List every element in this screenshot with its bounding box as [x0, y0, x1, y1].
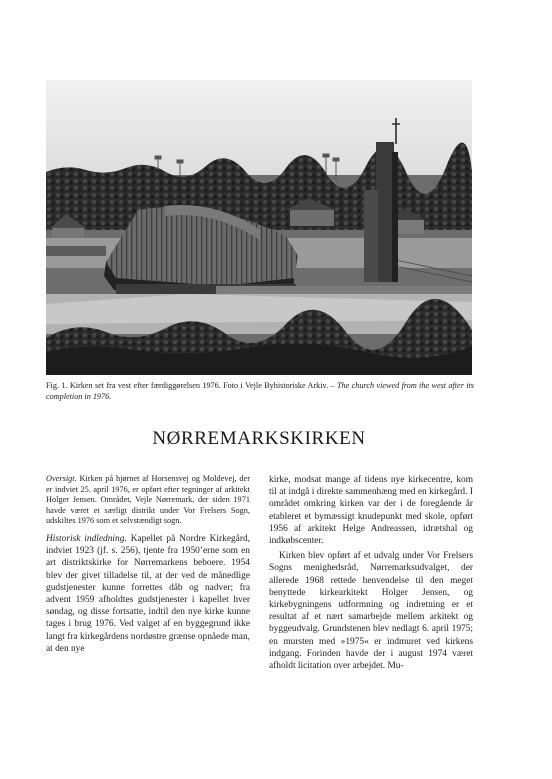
figure-caption-danish: Fig. 1. Kirken set fra vest efter færdiggørelsen 1976. Foto i Vejle Byhistoriske Arkiv. – [46, 381, 335, 390]
right-paragraph-1: kirke, modsat mange af tidens nye kirkecentre, kom til at indgå i direkte sammenhæng med en kirkegård. I området omkring kirken var der i de foregående år etableret et bymæssigt knudepunkt med skole, opført 1956 af arkitekt Helge Andreassen, idrætshal og indkøbscenter. [269, 475, 473, 547]
history-lead: Historisk indledning. [46, 533, 127, 544]
left-column [46, 474, 250, 658]
church-photo [46, 80, 472, 375]
figure-caption-english: The church viewed from the west after its completion in 1976. [46, 381, 474, 401]
church-photo-illustration [46, 80, 472, 375]
page-title: NØRREMARKSKIRKEN [152, 428, 366, 449]
right-column [269, 474, 473, 675]
overview-paragraph [46, 474, 250, 527]
history-paragraph [46, 533, 250, 655]
overview-lead: Oversigt. [46, 474, 77, 483]
history-text: Kapellet på Nordre Kirkegård, indviet 1923 (jf. s. 256), tjente fra 1950’erne som en art distriktskirke for Nørremarkens beboere. 1954 blev der givet tilladelse til, at der ved de månedlige gudstjenester kunne forrettes dåb og nadver; fra advent 1959 afholdtes gudstjenester i kapellet hver søndag, og disse fortsatte, indtil den nye kirke kunne tages i brug 1976. Ved valget af en byggegrund ikke langt fra kirkegårdens nordøstre grænse opnåede man, at den nye [46, 533, 250, 654]
sky [46, 80, 472, 175]
overview-text: Kirken på hjørnet af Horsensvej og Moldevej, der er indviet 25. april 1976, er opført efter tegninger af arkitekt Holger Jensen. Området, Vejle Nørremark, der siden 1971 havde været et særligt distrikt under Vor Frelsers Sogn, udskiltes 1976 som et selvstændigt sogn. [46, 474, 250, 526]
figure-caption [46, 380, 474, 402]
right-paragraph-2: Kirken blev opført af et udvalg under Vor Frelsers Sogns menighedsråd, Nørremarksudvalget, der allerede 1968 rettede henvendelse til den meget benyttede kirkearkitekt Holger Jensen, og kirkebygningens udformning og indretning er et resultat af et nært samarbejde mellem arkitekt og byggeudvalg. Grundstenen blev nedlagt 6. april 1975; en mursten med »1975« er indmuret ved kirkens indgang. Forinden havde der i august 1974 været afholdt licitation over arbejdet. Mu- [269, 551, 473, 672]
